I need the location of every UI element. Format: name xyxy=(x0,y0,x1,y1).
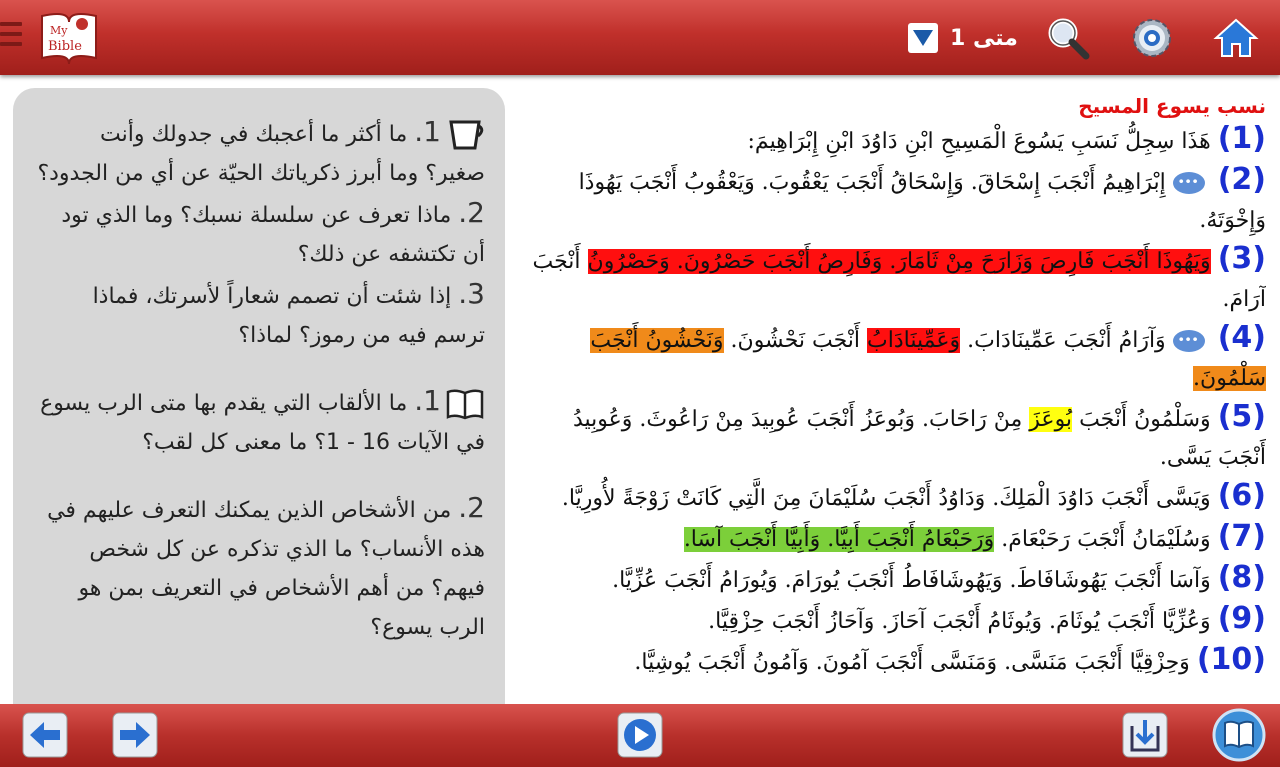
highlight-green[interactable]: وَرَحَبْعَامُ أَنْجَبَ أَبِيَّا. وَأَبِيَّا أَنْجَبَ آسَا. xyxy=(683,527,995,552)
verse-number[interactable]: (5) xyxy=(1217,399,1266,434)
verse-number[interactable]: (7) xyxy=(1217,519,1266,554)
question-item: 1. ما الألقاب التي يقدم بها متى الرب يسوع في الآيات 16 - 1؟ ما معنى كل لقب؟ xyxy=(40,384,485,455)
highlight-red[interactable]: وَيَهُوذَا أَنْجَبَ فَارِصَ وَزَارَحَ مِنْ ثَامَارَ. وَفَارِصُ أَنْجَبَ حَصْرُونَ. وَحَصْرُونُ xyxy=(587,249,1211,274)
verse-number[interactable]: (9) xyxy=(1217,601,1266,636)
verse-2[interactable]: (2) ··· إِبْرَاهِيمُ أَنْجَبَ إِسْحَاقَ. وَإِسْحَاقُ أَنْجَبَ يَعْقُوبَ. وَيَعْقُوبُ أَنْجَبَ يَهُوذَا وَإِخْوَتَهُ. xyxy=(520,161,1266,240)
bible-text-view[interactable] xyxy=(520,92,1266,704)
verse-number[interactable]: (3) xyxy=(1217,241,1266,276)
dropdown-icon[interactable] xyxy=(908,23,938,53)
question-item: 3. إذا شئت أن تصمم شعاراً لأسرتك، فماذا ترسم فيه من رموز؟ لماذا؟ xyxy=(92,277,485,348)
svg-text:Bible: Bible xyxy=(48,39,82,54)
forward-arrow-icon[interactable] xyxy=(112,712,158,758)
verse-7[interactable]: (7) وَسُلَيْمَانُ أَنْجَبَ رَحَبْعَامَ. وَرَحَبْعَامُ أَنْجَبَ أَبِيَّا. وَأَبِيَّا أَنْجَبَ آسَا. xyxy=(683,519,1266,554)
verse-number[interactable]: (2) xyxy=(1217,162,1266,197)
verse-number[interactable]: (8) xyxy=(1217,560,1266,595)
play-icon[interactable] xyxy=(617,712,663,758)
note-bubble-icon[interactable] xyxy=(1173,330,1205,352)
verse-number[interactable]: (4) xyxy=(1217,320,1266,355)
menu-icon[interactable] xyxy=(0,22,22,54)
verse-9[interactable]: (9) وَعُزِّيَّا أَنْجَبَ يُوثَامَ. وَيُوثَامُ أَنْجَبَ آحَازَ. وَآحَازُ أَنْجَبَ حِزْقِيَّا. xyxy=(708,601,1266,636)
highlight-red[interactable]: وَعَمِّينَادَابُ xyxy=(867,328,961,353)
question-item: 2. ماذا تعرف عن سلسلة نسبك؟ وما الذي تود أن تكتشفه عن ذلك؟ xyxy=(61,196,485,267)
verse-6[interactable]: (6) وَيَسَّى أَنْجَبَ دَاوُدَ الْمَلِكَ. وَدَاوُدُ أَنْجَبَ سُلَيْمَانَ مِنَ الَّتِي كَانَتْ زَوْجَةً لأُورِيَّا. xyxy=(561,478,1266,513)
book-chapter-selector[interactable] xyxy=(908,22,1018,54)
back-arrow-icon[interactable] xyxy=(22,712,68,758)
chapter-heading: نسب يسوع المسيح xyxy=(1078,94,1266,118)
top-toolbar xyxy=(0,0,1280,75)
verse-10[interactable]: (10) وَحِزْقِيَّا أَنْجَبَ مَنَسَّى. وَمَنَسَّى أَنْجَبَ آمُونَ. وَآمُونُ أَنْجَبَ يُوشِيَّا. xyxy=(634,642,1266,677)
verse-number[interactable]: (10) xyxy=(1196,642,1266,677)
verse-8[interactable]: (8) وَآسَا أَنْجَبَ يَهُوشَافَاطَ. وَيَهُوشَافَاطُ أَنْجَبَ يُورَامَ. وَيُورَامُ أَنْجَبَ عُزِّيَّا. xyxy=(612,560,1266,595)
verse-5[interactable]: (5) وَسَلْمُونُ أَنْجَبَ بُوعَزَ مِنْ رَاحَابَ. وَبُوعَزُ أَنْجَبَ عُوبِيدَ مِنْ رَاعُوثَ. وَعُوبِيدُ أَنْجَبَ يَسَّى. xyxy=(572,399,1266,470)
book-icon[interactable] xyxy=(1212,708,1266,762)
settings-icon[interactable] xyxy=(1128,14,1176,62)
question-item: 1. ما أكثر ما أعجبك في جدولك وأنت صغير؟ وما أبرز ذكرياتك الحيّة عن أي من الجدود؟ xyxy=(37,115,485,186)
note-bubble-icon[interactable] xyxy=(1173,172,1205,194)
study-questions-panel[interactable] xyxy=(13,88,505,728)
bottom-toolbar xyxy=(0,704,1280,767)
verse-number[interactable]: (6) xyxy=(1217,478,1266,513)
highlight-orange[interactable]: وَنَحْشُونُ أَنْجَبَ سَلْمُونَ. xyxy=(590,328,1266,391)
verse-1[interactable]: (1) هَذَا سِجِلُّ نَسَبِ يَسُوعَ الْمَسِيحِ ابْنِ دَاوُدَ ابْنِ إِبْرَاهِيمَ: xyxy=(747,121,1266,156)
book-chapter-label: متى 1 xyxy=(950,25,1018,51)
verse-3[interactable]: (3) وَيَهُوذَا أَنْجَبَ فَارِصَ وَزَارَحَ مِنْ ثَامَارَ. وَفَارِصُ أَنْجَبَ حَصْرُونَ. وَحَصْرُونُ أَنْجَبَ آرَامَ. xyxy=(532,241,1266,312)
highlight-yellow[interactable]: بُوعَزَ xyxy=(1029,407,1073,432)
app-logo[interactable] xyxy=(38,8,100,66)
open-book-icon xyxy=(445,387,485,421)
cup-icon xyxy=(445,118,485,152)
home-icon[interactable] xyxy=(1212,14,1260,62)
verse-number[interactable]: (1) xyxy=(1217,121,1266,156)
svg-text:My: My xyxy=(50,24,68,37)
verse-4[interactable]: (4) ··· وَآرَامُ أَنْجَبَ عَمِّينَادَابَ. وَعَمِّينَادَابُ أَنْجَبَ نَحْشُونَ. وَنَحْشُونُ أَنْجَبَ سَلْمُونَ. xyxy=(520,319,1266,398)
download-icon[interactable] xyxy=(1122,712,1168,758)
search-icon[interactable] xyxy=(1044,14,1092,62)
question-item: 2. من الأشخاص الذين يمكنك التعرف عليهم في هذه الأنساب؟ ما الذي تذكره عن كل شخص فيهم؟ من أهم الأشخاص في التعريف بمن هو الرب يسوع؟ xyxy=(47,491,485,640)
